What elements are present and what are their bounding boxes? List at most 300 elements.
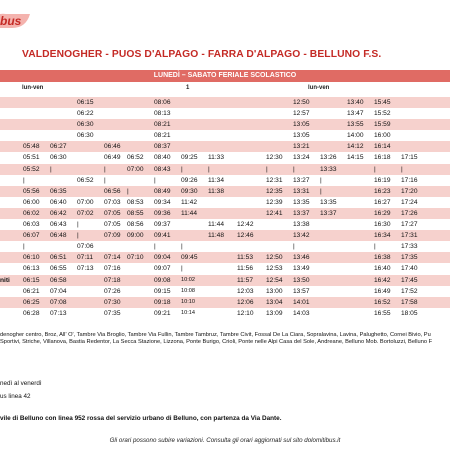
departure-time: 09:25 <box>180 152 207 163</box>
departure-time: 14:12 <box>346 141 373 152</box>
departure-time: 06:49 <box>103 152 126 163</box>
departure-time <box>49 241 76 252</box>
stop-name <box>0 308 22 319</box>
departure-time: 13:05 <box>292 130 319 141</box>
departure-time: | <box>76 219 103 230</box>
departure-time <box>265 108 292 119</box>
departure-time <box>207 197 236 208</box>
departure-time: 06:30 <box>76 130 103 141</box>
departure-time: 17:31 <box>400 230 427 241</box>
departure-time: 08:40 <box>153 152 180 163</box>
departure-time: | <box>400 164 427 175</box>
departure-time: 16:52 <box>373 297 400 308</box>
departure-time: 09:34 <box>153 197 180 208</box>
departure-time: 12:35 <box>265 186 292 197</box>
departure-time <box>427 263 450 274</box>
departure-time <box>346 186 373 197</box>
departure-time <box>76 286 103 297</box>
departure-time <box>103 119 126 130</box>
departure-time <box>180 219 207 230</box>
departure-time <box>207 97 236 108</box>
departure-time <box>207 275 236 286</box>
departure-time: 08:06 <box>153 97 180 108</box>
departure-time: 05:51 <box>22 152 49 163</box>
departure-time: 10:08 <box>180 286 207 297</box>
departure-time <box>236 108 265 119</box>
departure-time: 07:08 <box>49 297 76 308</box>
departure-time: 06:46 <box>103 141 126 152</box>
departure-time <box>103 130 126 141</box>
departure-time <box>319 219 346 230</box>
departure-time: 09:08 <box>153 275 180 286</box>
departure-time: 06:51 <box>49 252 76 263</box>
departure-time <box>319 108 346 119</box>
stop-name <box>0 108 22 119</box>
departure-time <box>126 263 153 274</box>
departure-time: 06:30 <box>76 119 103 130</box>
departure-time <box>76 275 103 286</box>
stop-name <box>0 130 22 141</box>
timetable-row <box>0 97 450 108</box>
departure-time <box>319 119 346 130</box>
departure-time <box>265 141 292 152</box>
departure-time <box>346 252 373 263</box>
departure-time <box>236 241 265 252</box>
departure-time <box>22 108 49 119</box>
departure-time: 08:53 <box>126 197 153 208</box>
departure-time: | <box>22 241 49 252</box>
logo-text: bus <box>0 14 22 28</box>
departure-time <box>76 152 103 163</box>
departure-time: 11:53 <box>236 252 265 263</box>
departure-time <box>126 141 153 152</box>
departure-time <box>427 119 450 130</box>
departure-time <box>207 252 236 263</box>
timetable-row <box>0 152 450 163</box>
departure-time: 16:18 <box>373 152 400 163</box>
departure-time <box>76 297 103 308</box>
departure-time <box>126 130 153 141</box>
departure-time: 12:54 <box>265 275 292 286</box>
departure-time: 11:42 <box>180 197 207 208</box>
departure-time: | <box>22 175 49 186</box>
departure-time: 16:29 <box>373 208 400 219</box>
departure-time: 13:27 <box>292 175 319 186</box>
departure-time: 06:52 <box>76 175 103 186</box>
departure-time: 13:46 <box>292 252 319 263</box>
departure-time: 07:05 <box>103 219 126 230</box>
timetable-row <box>0 175 450 186</box>
departure-time: 17:15 <box>400 152 427 163</box>
departure-time: 17:24 <box>400 197 427 208</box>
departure-time <box>427 186 450 197</box>
timetable <box>0 97 450 319</box>
departure-time: 08:49 <box>153 186 180 197</box>
departure-time: 06:21 <box>22 286 49 297</box>
departure-time <box>265 97 292 108</box>
departure-time: 13:09 <box>265 308 292 319</box>
legend-line42: us linea 42 <box>0 393 31 400</box>
departure-time: 06:15 <box>22 275 49 286</box>
departure-time: 17:33 <box>400 241 427 252</box>
stop-name <box>0 97 22 108</box>
departure-time: 07:04 <box>49 286 76 297</box>
departure-time <box>346 208 373 219</box>
departure-time: | <box>373 164 400 175</box>
departure-time <box>319 308 346 319</box>
departure-time <box>22 97 49 108</box>
departure-time <box>236 197 265 208</box>
departure-time <box>265 230 292 241</box>
departure-time: | <box>319 175 346 186</box>
departure-time: 13:35 <box>292 197 319 208</box>
departure-time: 13:40 <box>346 97 373 108</box>
departure-time: 13:55 <box>346 119 373 130</box>
stop-name <box>0 286 22 297</box>
departure-time <box>427 219 450 230</box>
timetable-row <box>0 241 450 252</box>
group-label-1: lun-ven <box>22 85 44 91</box>
departure-time <box>180 130 207 141</box>
timetable-row <box>0 164 450 175</box>
departure-time <box>236 175 265 186</box>
departure-time: | <box>103 175 126 186</box>
departure-time: 17:27 <box>400 219 427 230</box>
departure-time: 07:13 <box>49 308 76 319</box>
departure-time: 15:52 <box>373 108 400 119</box>
departure-time <box>207 286 236 297</box>
departure-time <box>427 230 450 241</box>
departure-time: 14:01 <box>292 297 319 308</box>
departure-time: 13:24 <box>292 152 319 163</box>
departure-time <box>346 241 373 252</box>
departure-time <box>207 241 236 252</box>
departure-time: | <box>76 230 103 241</box>
departure-time: 13:42 <box>292 230 319 241</box>
departure-time: 07:18 <box>103 275 126 286</box>
footer-note: Gli orari possono subire variazioni. Consulta gli orari aggiornati sul sito dolomitibus.it <box>109 437 341 444</box>
stop-name <box>0 119 22 130</box>
departure-time: 09:18 <box>153 297 180 308</box>
timetable-row <box>0 119 450 130</box>
departure-time <box>207 141 236 152</box>
departure-time <box>236 119 265 130</box>
departure-time: 12:41 <box>265 208 292 219</box>
departure-time: 13:00 <box>265 286 292 297</box>
departure-time: 09:41 <box>153 230 180 241</box>
departure-time <box>319 263 346 274</box>
departure-time: 09:07 <box>153 263 180 274</box>
departure-time: 17:45 <box>400 275 427 286</box>
departure-time: 12:03 <box>236 286 265 297</box>
departure-time: 07:02 <box>76 208 103 219</box>
departure-time: 06:13 <box>22 263 49 274</box>
departure-time <box>346 219 373 230</box>
departure-time: 16:00 <box>373 130 400 141</box>
stop-name <box>0 152 22 163</box>
stop-name <box>0 175 22 186</box>
departure-time: 06:52 <box>126 152 153 163</box>
departure-time: 13:35 <box>319 197 346 208</box>
departure-time <box>427 97 450 108</box>
stop-name <box>0 141 22 152</box>
departure-time <box>76 308 103 319</box>
departure-time: 06:43 <box>49 219 76 230</box>
departure-time: 17:26 <box>400 208 427 219</box>
departure-time: 14:15 <box>346 152 373 163</box>
departure-time: 07:26 <box>103 286 126 297</box>
stop-notes <box>0 332 450 347</box>
departure-time <box>400 141 427 152</box>
departure-time <box>76 141 103 152</box>
departure-time <box>76 186 103 197</box>
departure-time: 07:10 <box>126 252 153 263</box>
stop-name <box>0 186 22 197</box>
departure-time <box>49 175 76 186</box>
departure-time <box>346 275 373 286</box>
departure-time: 06:15 <box>76 97 103 108</box>
departure-time <box>346 175 373 186</box>
departure-time <box>265 119 292 130</box>
departure-time: | <box>319 186 346 197</box>
departure-time: 12:53 <box>265 263 292 274</box>
departure-time: | <box>207 164 236 175</box>
departure-time: 11:38 <box>207 186 236 197</box>
departure-time <box>207 130 236 141</box>
departure-time <box>319 230 346 241</box>
departure-time <box>427 164 450 175</box>
departure-time <box>427 175 450 186</box>
departure-time: 11:48 <box>207 230 236 241</box>
departure-time: 16:19 <box>373 175 400 186</box>
departure-time <box>180 108 207 119</box>
departure-time: 11:34 <box>207 175 236 186</box>
departure-time: 06:22 <box>76 108 103 119</box>
departure-time: 06:10 <box>22 252 49 263</box>
departure-time: | <box>180 164 207 175</box>
departure-time <box>49 97 76 108</box>
departure-time: 15:59 <box>373 119 400 130</box>
departure-time: | <box>126 186 153 197</box>
departure-time <box>126 286 153 297</box>
departure-time <box>319 275 346 286</box>
departure-time <box>207 297 236 308</box>
departure-time: | <box>180 263 207 274</box>
departure-time <box>207 208 236 219</box>
departure-time: | <box>265 164 292 175</box>
departure-time: 12:57 <box>292 108 319 119</box>
service-band: LUNEDÌ – SABATO FERIALE SCOLASTICO <box>0 70 450 82</box>
departure-time: 06:02 <box>22 208 49 219</box>
departure-time: 06:55 <box>49 263 76 274</box>
departure-time <box>22 119 49 130</box>
departure-time <box>427 152 450 163</box>
departure-time: 09:26 <box>180 175 207 186</box>
departure-time: 13:05 <box>292 119 319 130</box>
departure-time <box>236 208 265 219</box>
stop-name <box>0 219 22 230</box>
stop-name <box>0 263 22 274</box>
timetable-row <box>0 308 450 319</box>
departure-time: 13:57 <box>292 286 319 297</box>
departure-time <box>400 97 427 108</box>
departure-time: 16:42 <box>373 275 400 286</box>
departure-time: 10:14 <box>180 308 207 319</box>
timetable-row <box>0 286 450 297</box>
departure-time: 13:31 <box>292 186 319 197</box>
departure-time: 11:44 <box>207 219 236 230</box>
departure-time: 06:03 <box>22 219 49 230</box>
stop-name <box>0 252 22 263</box>
departure-time: | <box>153 175 180 186</box>
departure-time <box>319 297 346 308</box>
departure-time: 06:40 <box>49 197 76 208</box>
departure-time: | <box>180 241 207 252</box>
departure-time: 16:55 <box>373 308 400 319</box>
departure-time <box>103 108 126 119</box>
departure-time: 06:35 <box>49 186 76 197</box>
timetable-row <box>0 130 450 141</box>
departure-time: 11:44 <box>180 208 207 219</box>
departure-time <box>400 108 427 119</box>
group-label-3: lun-ven <box>308 85 330 91</box>
departure-time: 16:27 <box>373 197 400 208</box>
departure-time: 17:58 <box>400 297 427 308</box>
departure-time <box>427 275 450 286</box>
departure-time <box>126 119 153 130</box>
departure-time <box>22 130 49 141</box>
departure-time: 15:45 <box>373 97 400 108</box>
departure-time <box>236 186 265 197</box>
departure-time <box>427 141 450 152</box>
column-group-labels <box>0 84 450 94</box>
departure-time: 12:39 <box>265 197 292 208</box>
departure-time: 07:14 <box>103 252 126 263</box>
departure-time: 13:47 <box>346 108 373 119</box>
departure-time <box>236 130 265 141</box>
departure-time <box>236 164 265 175</box>
departure-time <box>319 130 346 141</box>
departure-time <box>319 241 346 252</box>
departure-time <box>400 130 427 141</box>
departure-time: | <box>49 164 76 175</box>
departure-time <box>427 286 450 297</box>
dolomitibus-logo <box>0 8 34 34</box>
departure-time <box>346 286 373 297</box>
departure-time: 12:10 <box>236 308 265 319</box>
departure-time: 13:37 <box>319 208 346 219</box>
departure-time: | <box>292 241 319 252</box>
departure-time: | <box>153 241 180 252</box>
departure-time: 18:05 <box>400 308 427 319</box>
timetable-row <box>0 208 450 219</box>
departure-time: 16:23 <box>373 186 400 197</box>
departure-time: 05:48 <box>22 141 49 152</box>
departure-time: 12:42 <box>236 219 265 230</box>
departure-time: | <box>103 164 126 175</box>
timetable-row <box>0 263 450 274</box>
departure-time: 11:56 <box>236 263 265 274</box>
stop-name: niti <box>0 275 22 286</box>
departure-time: 16:30 <box>373 219 400 230</box>
departure-time: 09:30 <box>180 186 207 197</box>
departure-time: 07:16 <box>103 263 126 274</box>
departure-time <box>207 263 236 274</box>
stop-name <box>0 197 22 208</box>
departure-time: 06:07 <box>22 230 49 241</box>
departure-time <box>346 230 373 241</box>
departure-time: 07:05 <box>103 208 126 219</box>
departure-time: 14:00 <box>346 130 373 141</box>
departure-time: 08:21 <box>153 130 180 141</box>
departure-time <box>427 108 450 119</box>
departure-time <box>126 308 153 319</box>
departure-time: 07:35 <box>103 308 126 319</box>
departure-time: 17:20 <box>400 186 427 197</box>
departure-time <box>49 119 76 130</box>
departure-time <box>103 241 126 252</box>
departure-time: 07:03 <box>103 197 126 208</box>
departure-time <box>126 297 153 308</box>
departure-time: 06:58 <box>49 275 76 286</box>
timetable-row <box>0 219 450 230</box>
departure-time: 17:40 <box>400 263 427 274</box>
departure-time <box>427 241 450 252</box>
departure-time: 05:52 <box>22 164 49 175</box>
departure-time <box>319 97 346 108</box>
departure-time: 17:52 <box>400 286 427 297</box>
departure-time: 16:49 <box>373 286 400 297</box>
departure-time <box>49 108 76 119</box>
departure-time <box>126 97 153 108</box>
departure-time: 08:21 <box>153 119 180 130</box>
stop-name <box>0 297 22 308</box>
departure-time: 09:45 <box>180 252 207 263</box>
departure-time: 09:04 <box>153 252 180 263</box>
departure-time <box>236 97 265 108</box>
departure-time <box>346 164 373 175</box>
departure-time: 06:42 <box>49 208 76 219</box>
stop-name <box>0 241 22 252</box>
departure-time: 09:15 <box>153 286 180 297</box>
departure-time: 08:37 <box>153 141 180 152</box>
departure-time <box>180 119 207 130</box>
departure-time: 07:13 <box>76 263 103 274</box>
departure-time: 13:21 <box>292 141 319 152</box>
departure-time: 06:27 <box>49 141 76 152</box>
departure-time: 12:50 <box>292 97 319 108</box>
timetable-row <box>0 230 450 241</box>
departure-time: 08:55 <box>126 208 153 219</box>
departure-time: 13:50 <box>292 275 319 286</box>
departure-time <box>400 119 427 130</box>
group-label-2: 1 <box>186 85 190 91</box>
departure-time <box>180 230 207 241</box>
timetable-row <box>0 108 450 119</box>
departure-time: 12:30 <box>265 152 292 163</box>
departure-time <box>427 308 450 319</box>
departure-time: 14:03 <box>292 308 319 319</box>
stop-name <box>0 208 22 219</box>
departure-time: | <box>292 164 319 175</box>
departure-time: 12:46 <box>236 230 265 241</box>
departure-time <box>427 252 450 263</box>
departure-time: 06:48 <box>49 230 76 241</box>
departure-time: 12:31 <box>265 175 292 186</box>
departure-time <box>126 241 153 252</box>
departure-time <box>207 308 236 319</box>
departure-time <box>180 97 207 108</box>
